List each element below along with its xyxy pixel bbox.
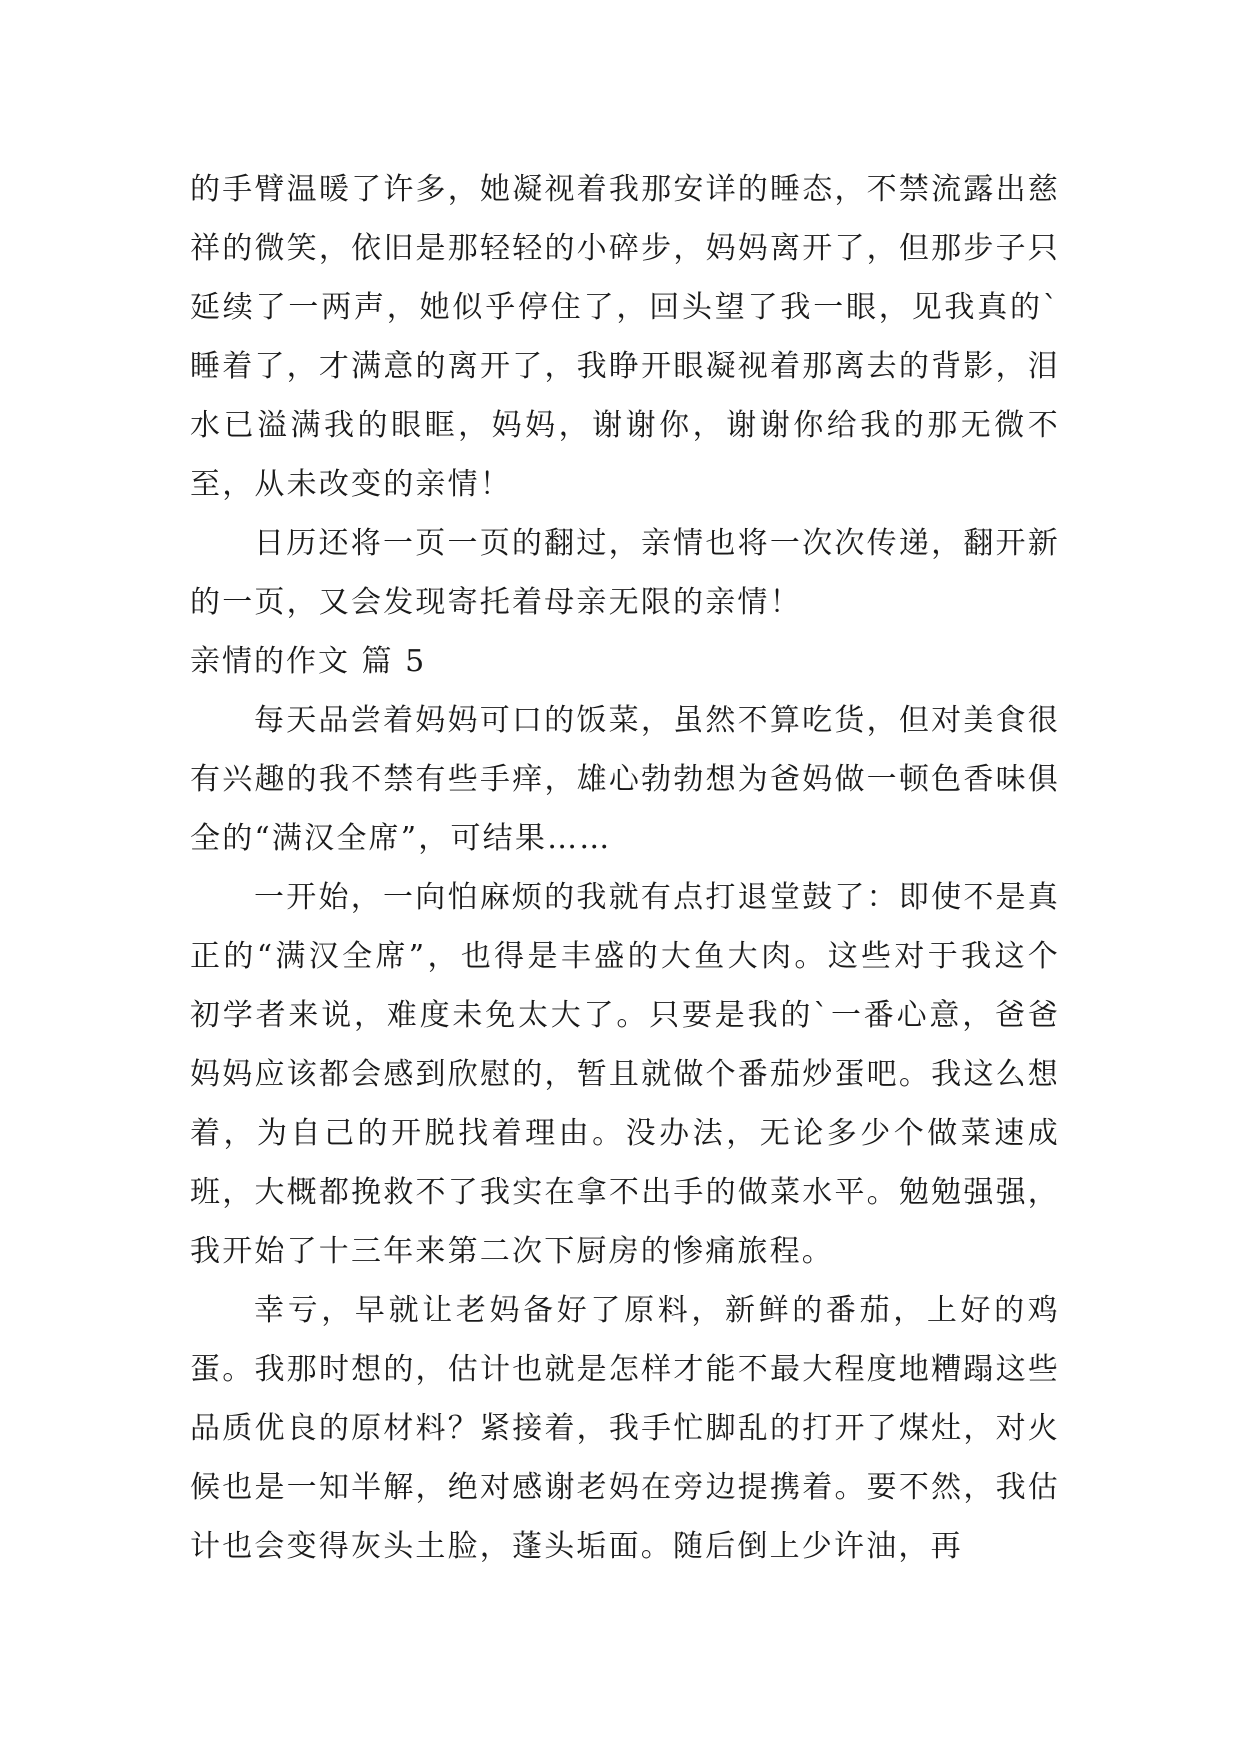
document-body bbox=[190, 160, 1060, 1576]
section-title: 亲情的作文 篇 5 bbox=[190, 644, 427, 679]
paragraph: 每天品尝着妈妈可口的饭菜，虽然不算吃货，但对美食很有兴趣的我不禁有些手痒，雄心勃勃想为爸妈做一顿色香味俱全的“满汉全席”，可结果…… bbox=[190, 703, 1060, 856]
paragraph: 一开始，一向怕麻烦的我就有点打退堂鼓了：即使不是真正的“满汉全席”，也得是丰盛的大鱼大肉。这些对于我这个初学者来说，难度未免太大了。只要是我的`一番心意，爸爸妈妈应该都会感到欣慰的，暂且就做个番茄炒蛋吧。我这么想着，为自己的开脱找着理由。没办法，无论多少个做菜速成班，大概都挽救不了我实在拿不出手的做菜水平。勉勉强强，我开始了十三年来第二次下厨房的惨痛旅程。 bbox=[190, 880, 1060, 1269]
paragraph: 日历还将一页一页的翻过，亲情也将一次次传递，翻开新的一页，又会发现寄托着母亲无限的亲情！ bbox=[190, 526, 1060, 620]
paragraph-continuation: 的手臂温暖了许多，她凝视着我那安详的睡态，不禁流露出慈祥的微笑，依旧是那轻轻的小碎步，妈妈离开了，但那步子只延续了一两声，她似乎停住了，回头望了我一眼，见我真的`睡着了，才满意的离开了，我睁开眼凝视着那离去的背影，泪水已溢满我的眼眶，妈妈，谢谢你，谢谢你给我的那无微不至，从未改变的亲情！ bbox=[190, 172, 1060, 502]
paragraph: 幸亏，早就让老妈备好了原料，新鲜的番茄，上好的鸡蛋。我那时想的，估计也就是怎样才能不最大程度地糟蹋这些品质优良的原材料？紧接着，我手忙脚乱的打开了煤灶，对火候也是一知半解，绝对感谢老妈在旁边提携着。要不然，我估计也会变得灰头土脸，蓬头垢面。随后倒上少许油，再 bbox=[190, 1293, 1060, 1564]
